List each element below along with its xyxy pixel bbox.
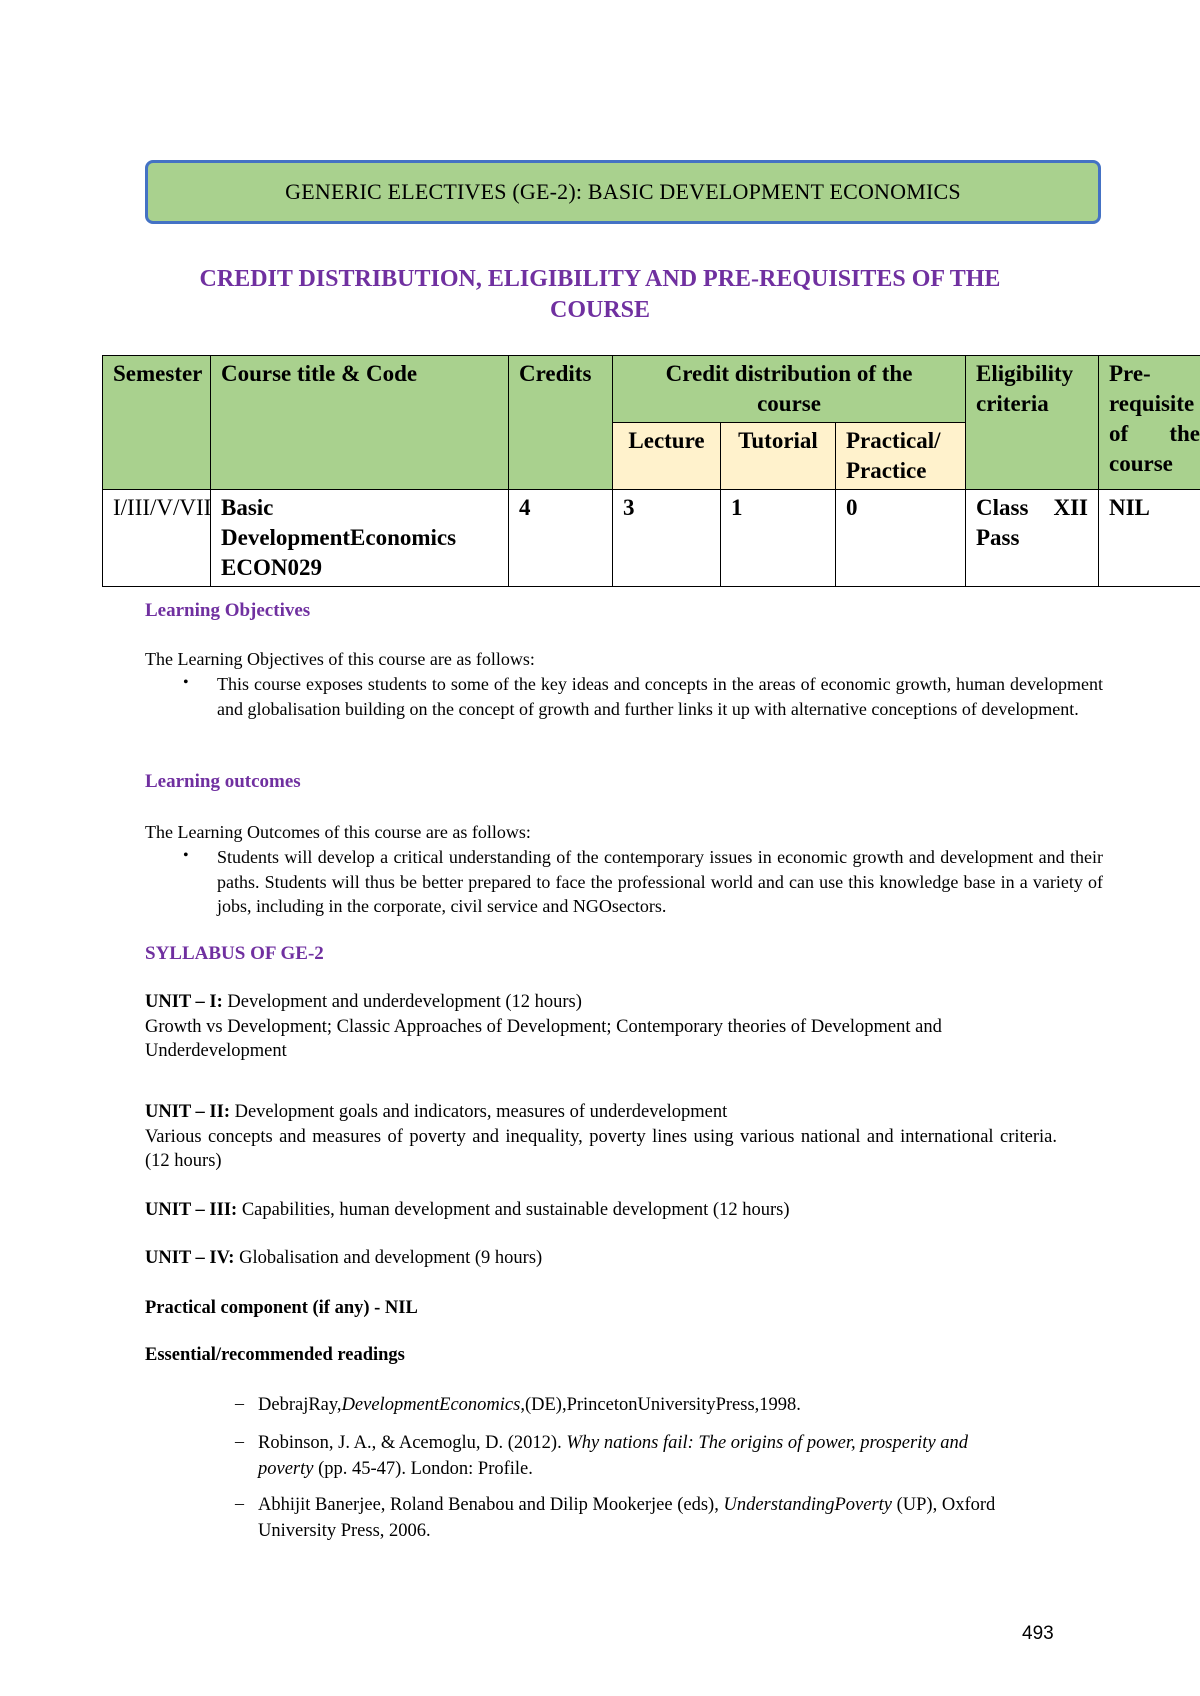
unit-1-title: Development and underdevelopment (12 hours) (222, 992, 582, 1012)
credit-distribution-table (102, 355, 1200, 587)
header-semester: Semester (103, 356, 211, 490)
learning-objectives-heading: Learning Objectives (145, 600, 311, 621)
practical-component-text: Practical component (if any) - NIL (145, 1298, 418, 1318)
cell-credits: 4 (509, 490, 613, 587)
cell-course-code: ECON029 (221, 555, 322, 580)
header-practical (836, 423, 966, 490)
cell-eligibility-line-1 (976, 493, 1088, 523)
course-title-banner (145, 160, 1101, 224)
header-prereq-of: of (1109, 421, 1129, 446)
cell-tutorial: 1 (721, 490, 836, 587)
unit-3-title-line (145, 1198, 1057, 1223)
reading-3-title: UnderstandingPoverty (723, 1495, 892, 1515)
page-number: 493 (1022, 1623, 1054, 1644)
unit-2 (145, 1100, 1057, 1174)
practical-component (145, 1296, 1057, 1321)
header-lecture: Lecture (613, 423, 721, 490)
header-credit-distribution (613, 356, 966, 423)
learning-outcomes-bullet: Students will develop a critical understanding of the contemporary issues in economic growth and development and their paths. Students will thus be better prepared to face the professional world and can use this knowledge base in a variety of jobs, including in the corporate, civil service and NGOsectors. (217, 847, 1103, 916)
unit-3-title: Capabilities, human development and sustainable development (12 hours) (237, 1200, 790, 1220)
reading-1-publisher: ,(DE),PrincetonUniversityPress,1998. (520, 1395, 801, 1415)
header-course-title: Course title & Code (211, 356, 509, 490)
readings-heading (145, 1343, 1057, 1368)
reading-3-author: Abhijit Banerjee, Roland Benabou and Dilip Mookerjee (eds), (258, 1495, 724, 1515)
header-prereq-the: the (1169, 421, 1200, 446)
dash-icon: – (235, 1493, 244, 1513)
reading-2-author: Robinson, J. A., & Acemoglu, D. (2012). (258, 1433, 567, 1453)
cell-course-title (211, 490, 509, 587)
header-eligibility-line-1: Eligibility (976, 361, 1074, 386)
cell-prerequisite: NIL (1099, 490, 1200, 587)
reading-1 (258, 1392, 998, 1418)
dash-icon: – (235, 1431, 244, 1451)
header-distribution-line-2: course (757, 391, 821, 416)
unit-2-title: Development goals and indicators, measures of underdevelopment (229, 1102, 728, 1122)
reading-2-title: Why nations fail: The origins of power, prosperity and poverty (258, 1433, 969, 1479)
unit-2-title-line (145, 1100, 1057, 1125)
cell-eligibility-class: Class (976, 495, 1029, 520)
reading-3-publisher: (UP), Oxford University Press, 2006. (258, 1495, 996, 1541)
reading-2-publisher: (pp. 45-47). London: Profile. (313, 1459, 533, 1479)
cell-lecture: 3 (613, 490, 721, 587)
course-title: GENERIC ELECTIVES (GE-2): BASIC DEVELOPMENT ECONOMICS (285, 179, 961, 204)
unit-1-label: UNIT – I: (145, 992, 223, 1012)
unit-4 (145, 1246, 1057, 1271)
dash-icon: – (235, 1393, 244, 1413)
cell-eligibility-xii: XII (1053, 495, 1088, 520)
unit-3-label: UNIT – III: (145, 1200, 238, 1220)
unit-4-title: Globalisation and development (9 hours) (234, 1248, 543, 1268)
unit-4-title-line (145, 1246, 1057, 1271)
reading-1-author: DebrajRay, (258, 1395, 342, 1415)
credit-distribution-heading (130, 264, 1070, 326)
learning-outcomes-intro: The Learning Outcomes of this course are as follows: (145, 822, 531, 842)
unit-1-body: Growth vs Development; Classic Approaches of Development; Contemporary theories of Development and Underdevelopment (145, 1016, 942, 1061)
header-prereq-line-2: requisite (1109, 391, 1195, 416)
credit-heading-line-2: COURSE (549, 297, 651, 323)
credit-heading-line-1: CREDIT DISTRIBUTION, ELIGIBILITY AND PRE-REQUISITES OF THE (199, 266, 1001, 292)
header-eligibility (966, 356, 1099, 490)
header-tutorial: Tutorial (721, 423, 836, 490)
header-practical-line-2: Practice (846, 458, 927, 483)
cell-eligibility-line-2: Pass (976, 525, 1020, 550)
header-practical-line-1: Practical/ (846, 428, 941, 453)
unit-2-body: Various concepts and measures of poverty and inequality, poverty lines using various national and international criteria. (12 hours) (145, 1126, 1057, 1171)
unit-1 (145, 990, 1057, 1064)
unit-3 (145, 1198, 1057, 1223)
unit-2-label: UNIT – II: (145, 1102, 230, 1122)
unit-1-title-line (145, 990, 1057, 1015)
learning-outcomes-heading: Learning outcomes (145, 771, 301, 792)
cell-course-line-2: DevelopmentEconomics (221, 525, 457, 550)
table-header-row-1 (103, 356, 1200, 423)
learning-objectives-bullet: This course exposes students to some of the key ideas and concepts in the areas of economic growth, human development and globalisation building on the concept of growth and further links it up with alternative conceptions of development. (217, 674, 1103, 719)
header-prereq-line-1: Pre- (1109, 361, 1151, 386)
readings-heading-text: Essential/recommended readings (145, 1345, 405, 1365)
reading-1-title: DevelopmentEconomics (341, 1395, 521, 1415)
bullet-icon: • (183, 847, 189, 864)
cell-eligibility (966, 490, 1099, 587)
cell-semester: I/III/V/VII (103, 490, 211, 587)
cell-practical: 0 (836, 490, 966, 587)
header-eligibility-line-2: criteria (976, 391, 1049, 416)
header-prereq-line-3 (1109, 419, 1200, 449)
bullet-icon: • (183, 674, 189, 691)
cell-course-line-1: Basic (221, 495, 274, 520)
reading-3 (258, 1492, 998, 1544)
learning-objectives-intro: The Learning Objectives of this course are as follows: (145, 649, 535, 669)
header-distribution-line-1: Credit distribution of the (665, 361, 913, 386)
header-prerequisite (1099, 356, 1200, 490)
header-credits: Credits (509, 356, 613, 490)
syllabus-heading: SYLLABUS OF GE-2 (145, 943, 324, 964)
table-row (103, 490, 1200, 587)
header-prereq-line-4: course (1109, 451, 1173, 476)
unit-4-label: UNIT – IV: (145, 1248, 235, 1268)
reading-2 (258, 1430, 998, 1482)
